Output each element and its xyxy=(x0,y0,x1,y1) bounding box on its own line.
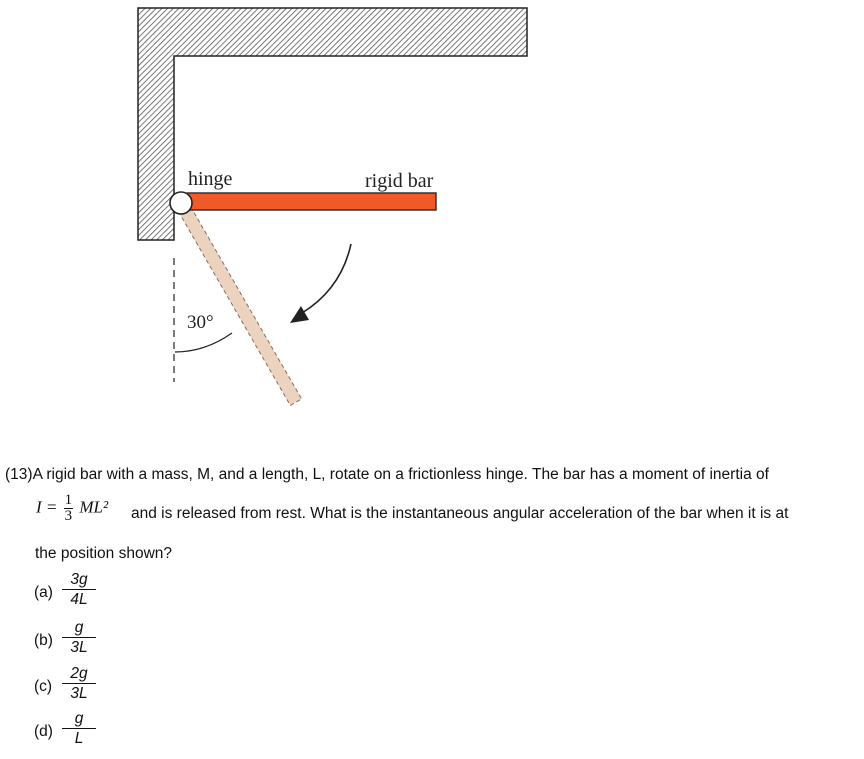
choice-label: (d) xyxy=(34,723,53,740)
formula-fraction xyxy=(64,493,74,524)
rotated-bar-ghost xyxy=(175,200,301,406)
hinge-pin xyxy=(170,192,192,214)
choice-fraction xyxy=(62,664,96,703)
choice-denominator: 3L xyxy=(70,639,88,656)
question-text-line1: (13)A rigid bar with a mass, M, and a length, L, rotate on a frictionless hinge. The bar has a moment of inertia of xyxy=(5,466,769,483)
choice-fraction xyxy=(62,618,96,657)
choice-denominator: L xyxy=(74,730,84,747)
hinge-label: hinge xyxy=(188,168,233,190)
choice-fraction xyxy=(62,709,96,748)
choice-fraction xyxy=(62,570,96,609)
question-text-line2: and is released from rest. What is the instantaneous angular acceleration of the bar when it is at xyxy=(131,505,789,522)
choice-label: (c) xyxy=(34,678,53,695)
choice-numerator: 3g xyxy=(62,570,96,590)
rigid-bar xyxy=(187,193,436,210)
formula-lhs: I = xyxy=(36,497,58,517)
choice-label: (a) xyxy=(34,584,53,601)
choice-denominator: 3L xyxy=(70,685,88,702)
angle-label: 30° xyxy=(187,312,214,333)
angle-arc xyxy=(175,333,232,352)
choice-label: (b) xyxy=(34,632,53,649)
rotation-arrow-head xyxy=(290,306,309,323)
choice-numerator: 2g xyxy=(62,664,96,684)
formula-rhs: ML² xyxy=(79,497,109,517)
formula-numerator: 1 xyxy=(64,492,73,508)
question-text-line3: the position shown? xyxy=(35,545,173,562)
moment-of-inertia-formula xyxy=(36,493,108,524)
rigid-bar-label: rigid bar xyxy=(365,170,434,192)
formula-denominator: 3 xyxy=(64,508,73,524)
choice-denominator: 4L xyxy=(70,591,88,608)
choice-numerator: g xyxy=(62,618,96,638)
rotation-arrow-curve xyxy=(302,244,351,313)
choice-numerator: g xyxy=(62,709,96,729)
